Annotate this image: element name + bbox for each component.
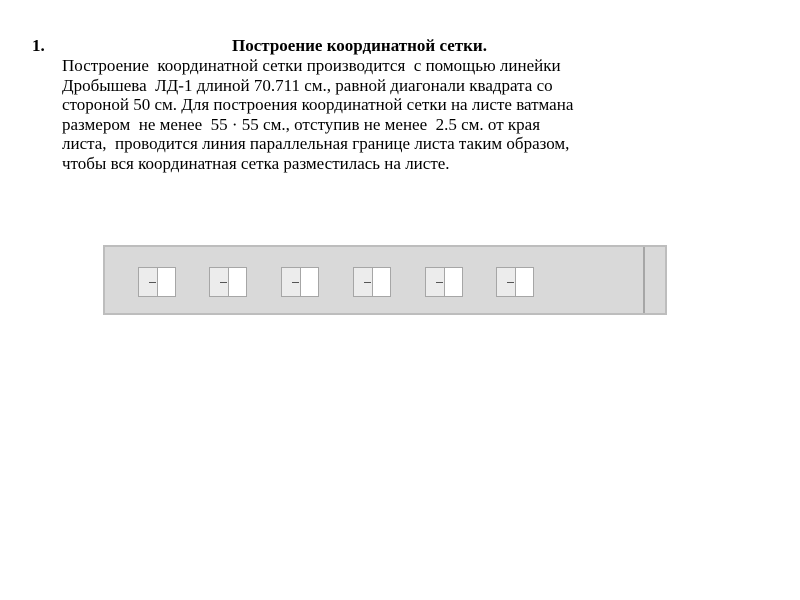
ruler-window bbox=[353, 267, 391, 297]
ruler-window bbox=[496, 267, 534, 297]
tick-mark bbox=[220, 282, 227, 283]
paragraph-line: Дробышева ЛД-1 длиной 70.711 см., равной диагонали квадрата со bbox=[62, 75, 553, 95]
ruler-window bbox=[138, 267, 176, 297]
paragraph-line: листа, проводится линия параллельная границе листа таким образом, bbox=[62, 134, 570, 153]
section-number: 1. bbox=[32, 36, 45, 55]
section-paragraph bbox=[62, 56, 772, 173]
section-block bbox=[0, 0, 800, 190]
ruler-window-opening bbox=[228, 268, 246, 296]
ruler-illustration bbox=[103, 245, 667, 315]
ruler-window-opening bbox=[157, 268, 175, 296]
tick-mark bbox=[364, 282, 371, 283]
ruler-window-opening bbox=[515, 268, 533, 296]
ruler-window bbox=[281, 267, 319, 297]
ruler-window-opening bbox=[300, 268, 318, 296]
ruler-window-opening bbox=[372, 268, 390, 296]
tick-mark bbox=[149, 282, 156, 283]
ruler-end-section bbox=[643, 247, 665, 313]
section-title: Построение координатной сетки. bbox=[232, 36, 487, 55]
tick-mark bbox=[507, 282, 514, 283]
paragraph-line: размером не менее 55 · 55 см., отступив не менее 2.5 см. от края bbox=[62, 114, 541, 134]
ruler-window bbox=[425, 267, 463, 297]
tick-mark bbox=[436, 282, 443, 283]
paragraph-line: чтобы вся координатная сетка разместилась на листе. bbox=[62, 153, 450, 173]
paragraph-line: стороной 50 см. Для построения координатной сетки на листе ватмана bbox=[62, 95, 574, 114]
paragraph-line: Построение координатной сетки производится с помощью линейки bbox=[62, 56, 561, 75]
ruler-window-opening bbox=[444, 268, 462, 296]
tick-mark bbox=[292, 282, 299, 283]
ruler-window bbox=[209, 267, 247, 297]
